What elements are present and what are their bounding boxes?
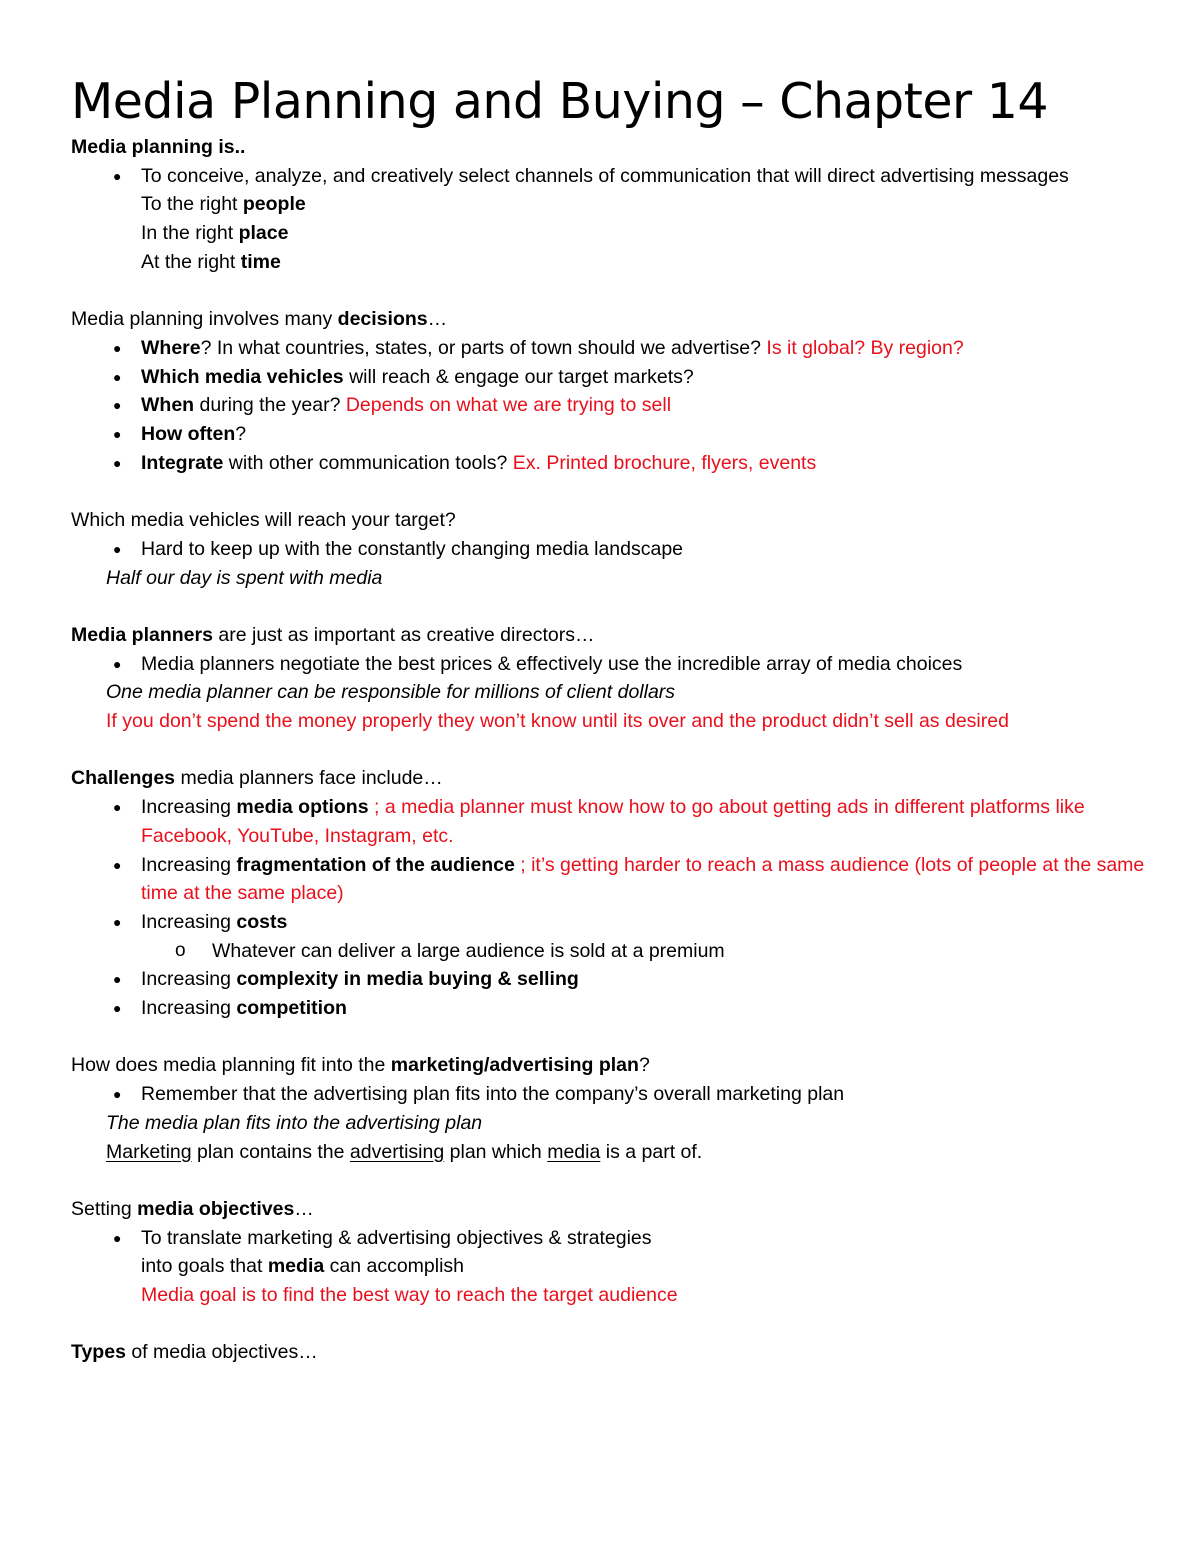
list-continuation: In the right place [141, 222, 289, 245]
decisions-heading: Media planning involves many decisions… [71, 308, 448, 331]
document-page [71, 72, 1151, 1367]
red-note: Media goal is to find the best way to reach the target audience [141, 1284, 678, 1307]
list-continuation: At the right time [141, 250, 281, 273]
list-item: ● Increasing costs [71, 908, 1151, 937]
bullet-icon: ● [113, 426, 122, 443]
objective-types-heading: Types of media objectives… [71, 1341, 318, 1364]
list-item: ● When during the year? Depends on what we are trying to sell [71, 391, 1151, 420]
circle-bullet-icon: o [175, 939, 186, 961]
bullet-icon: ● [113, 167, 122, 184]
plan-fit-heading: How does media planning fit into the marketing/advertising plan? [71, 1054, 650, 1077]
list-item: ● Integrate with other communication tools? Ex. Printed brochure, flyers, events [71, 449, 1151, 478]
sub-list-item: o Whatever can deliver a large audience is sold at a premium [71, 937, 1151, 966]
bullet-icon: ● [113, 454, 122, 471]
list-item: ● Remember that the advertising plan fits into the company’s overall marketing plan [71, 1080, 1151, 1109]
media-planning-heading: Media planning is.. [71, 136, 246, 158]
plan-hierarchy-line: Marketing plan contains the advertising plan which media is a part of. [106, 1140, 703, 1163]
media-vehicles-heading: Which media vehicles will reach your target? [71, 509, 456, 532]
list-item: ● Increasing complexity in media buying & selling [71, 965, 1151, 994]
list-item: ● Media planners negotiate the best prices & effectively use the incredible array of media choices [71, 650, 1151, 679]
red-note: If you don’t spend the money properly they won’t know until its over and the product didn’t sell as desired [106, 710, 1009, 733]
italic-note: Half our day is spent with media [106, 566, 383, 589]
italic-note: The media plan fits into the advertising plan [106, 1111, 483, 1134]
list-item: ● How often? [71, 420, 1151, 449]
bullet-icon: ● [113, 1086, 122, 1103]
bullet-icon: ● [113, 971, 122, 988]
bullet-icon: ● [113, 540, 122, 557]
media-planners-heading: Media planners are just as important as creative directors… [71, 623, 595, 646]
bullet-icon: ● [113, 1000, 122, 1017]
italic-note: One media planner can be responsible for millions of client dollars [106, 681, 676, 704]
bullet-icon: ● [113, 913, 122, 930]
bullet-icon: ● [113, 856, 122, 873]
bullet-icon: ● [113, 655, 122, 672]
bullet-icon: ● [113, 339, 122, 356]
bullet-icon: ● [113, 1229, 122, 1246]
challenges-heading: Challenges media planners face include… [71, 767, 443, 790]
list-continuation: To the right people [141, 193, 306, 216]
list-item: ● To translate marketing & advertising objectives & strategies [71, 1224, 1151, 1253]
bullet-icon: ● [113, 799, 122, 816]
list-item: ● Increasing media options ; a media planner must know how to go about getting ads in different platforms like Facebook, YouTube, Instagram, etc. [71, 793, 1151, 850]
list-item: ● Hard to keep up with the constantly changing media landscape [71, 535, 1151, 564]
list-item: ● Where? In what countries, states, or parts of town should we advertise? Is it global? By region? [71, 334, 1151, 363]
bullet-icon: ● [113, 397, 122, 414]
list-item: ● To conceive, analyze, and creatively select channels of communication that will direct advertising messages [71, 162, 1151, 191]
list-item: ● Increasing fragmentation of the audience ; it’s getting harder to reach a mass audience (lots of people at the same time at the same place) [71, 851, 1151, 908]
media-objectives-heading: Setting media objectives… [71, 1197, 314, 1220]
list-item: ● Increasing competition [71, 994, 1151, 1023]
page-title: Media Planning and Buying – Chapter 14 [71, 73, 1049, 130]
list-continuation: into goals that media can accomplish [141, 1255, 465, 1278]
list-item: ● Which media vehicles will reach & engage our target markets? [71, 363, 1151, 392]
bullet-icon: ● [113, 368, 122, 385]
